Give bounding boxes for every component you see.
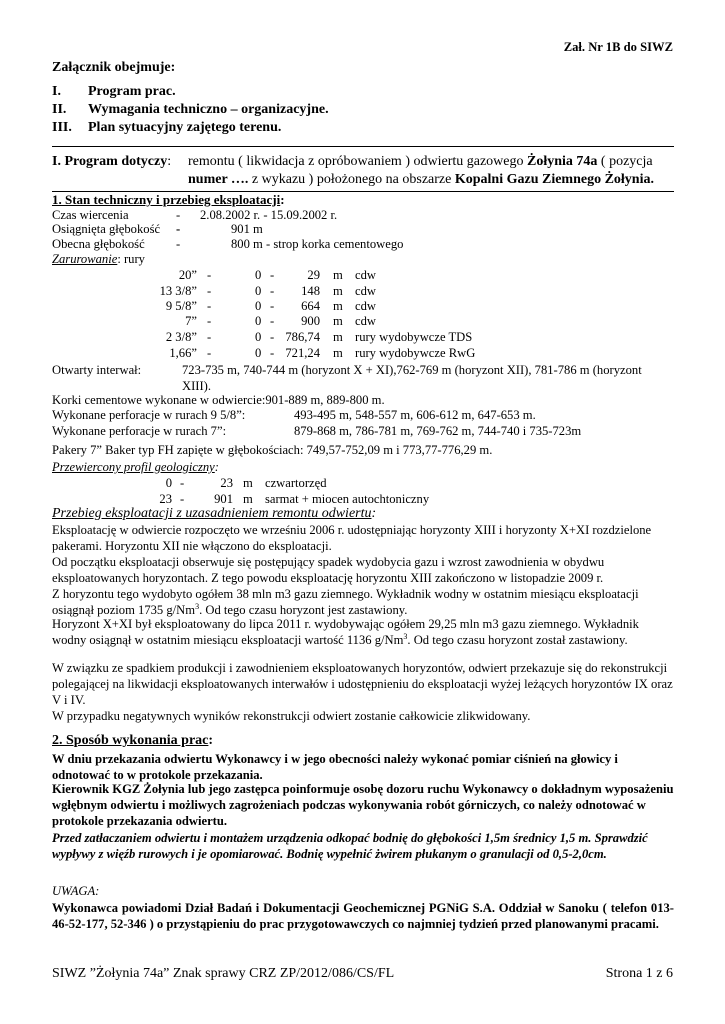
attachment-reference: Zał. Nr 1B do SIWZ	[563, 40, 673, 54]
casing-from: 0	[255, 346, 262, 360]
profile-desc: sarmat + miocen autochtoniczny	[265, 492, 430, 506]
casing-heading	[52, 252, 145, 267]
drilling-time-label: Czas wiercenia	[52, 208, 129, 222]
current-depth-value: 800 m - strop korka cementowego	[231, 237, 404, 251]
superscript: 3	[403, 631, 408, 641]
position-number: numer ….	[188, 172, 249, 187]
top-divider	[52, 146, 674, 147]
contents-item-number: III.	[52, 120, 72, 135]
heading-colon: :	[280, 192, 285, 207]
casing-unit: m	[333, 268, 343, 282]
casing-dash: -	[270, 299, 275, 313]
history-text: Horyzont X+XI był eksploatowany do lipca 2011 r. wydobywając ogółem 29,25 mln m3 gazu ziemnego. Wykładnik wodny osiągnął w ostatnim miesiącu eksploatacji wartość 1136 g/Nm	[52, 617, 639, 647]
casing-to: 29	[307, 268, 320, 282]
history-text: . Od tego czasu horyzont jest zastawiony.	[199, 603, 408, 617]
drilling-time-value: 2.08.2002 r. - 15.09.2002 r.	[200, 208, 338, 222]
profile-dash: -	[180, 492, 185, 506]
geological-profile-heading	[52, 460, 219, 475]
procedure-paragraph: Kierownik KGZ Żołynia lub jego zastępca poinformuje osobę dozoru ruchu Wykonawcy o dokładnym wyposażeniu wgłębnym odwiertu i możliwych zagrożeniach podczas wykonywania robót górniczych, co należy odnotować w protokole przekazania odwiertu.	[52, 782, 674, 828]
profile-from: 23	[159, 492, 172, 506]
contents-item-label: Wymagania techniczno – organizacyjne.	[88, 102, 329, 117]
gas-field-name: Kopalni Gazu Ziemnego Żołynia.	[454, 172, 654, 187]
casing-desc: cdw	[355, 299, 376, 313]
geological-profile-colon: :	[214, 460, 219, 474]
warning-paragraph: Wykonawca powiadomi Dział Badań i Dokumentacji Geochemicznej PGNiG S.A. Oddział w Sanoku ( telefon 013-46-52-177, 52-346 ) o przystąpieniu do prac przygotowawczych co najmniej tydzień przed planowanymi pracami.	[52, 901, 674, 931]
casing-dash: -	[270, 268, 275, 282]
program-text: remontu ( likwidacja z opróbowaniem ) odwiertu gazowego	[188, 154, 528, 169]
casing-to: 721,24	[285, 346, 320, 360]
casing-size: 7”	[185, 314, 197, 328]
casing-desc: rury wydobywcze RwG	[355, 346, 476, 360]
casing-dash: -	[270, 314, 275, 328]
open-interval-value: 723-735 m, 740-744 m (horyzont X + XI),762-769 m (horyzont XII), 781-786 m (horyzont	[182, 363, 642, 377]
section2-heading-text: 2. Sposób wykonania prac	[52, 733, 209, 748]
current-depth-dash: -	[176, 237, 181, 251]
perforations-958-value: 493-495 m, 548-557 m, 606-612 m, 647-653 m.	[294, 408, 536, 422]
history-paragraph	[52, 586, 674, 618]
history-text: . Od tego czasu horyzont został zastawiony.	[407, 633, 628, 647]
casing-to: 148	[301, 284, 320, 298]
well-name: Żołynia 74a	[527, 154, 598, 169]
casing-from: 0	[255, 330, 262, 344]
history-paragraph: Od początku eksploatacji obserwuje się postępujący spadek wydobycia gazu i wzrost zawodnienia w obydwu eksploatowanych horyzontach. Z tego powodu eksploatację horyzontu XIII zakończono w listopadzie 2009 r.	[52, 555, 605, 585]
casing-size: 2 3/8”	[165, 330, 197, 344]
casing-dash: -	[207, 268, 212, 282]
contents-item-label: Program prac.	[88, 84, 176, 99]
casing-desc: cdw	[355, 268, 376, 282]
geological-profile-label: Przewiercony profil geologiczny	[52, 460, 215, 474]
casing-unit: m	[333, 330, 343, 344]
superscript: 3	[195, 601, 200, 611]
depth-reached-dash: -	[176, 222, 181, 236]
casing-dash: -	[270, 284, 275, 298]
page-number: Strona 1 z 6	[605, 966, 673, 981]
section2-heading	[52, 733, 213, 749]
history-paragraph: W przypadku negatywnych wyników rekonstrukcji odwiert zostanie całkowicie zlikwidowany.	[52, 709, 531, 723]
history-paragraph	[52, 616, 674, 648]
casing-dash: -	[207, 330, 212, 344]
casing-from: 0	[255, 268, 262, 282]
cement-plugs: Korki cementowe wykonane w odwiercie:901-889 m, 889-800 m.	[52, 393, 385, 407]
exploitation-history-colon: :	[371, 506, 377, 521]
casing-size: 13 3/8”	[159, 284, 197, 298]
contents-item-number: II.	[52, 102, 67, 117]
casing-from: 0	[255, 299, 262, 313]
profile-from: 0	[165, 476, 172, 490]
profile-unit: m	[243, 476, 253, 490]
casing-dash: -	[270, 346, 275, 360]
contents-item-number: I.	[52, 84, 61, 99]
casing-dash: -	[270, 330, 275, 344]
profile-dash: -	[180, 476, 185, 490]
casing-dash: -	[207, 314, 212, 328]
casing-size: 1,66”	[169, 346, 197, 360]
current-depth-label: Obecna głębokość	[52, 237, 145, 251]
open-interval-label: Otwarty interwał:	[52, 363, 142, 377]
history-paragraph: Eksploatację w odwiercie rozpoczęto we wrześniu 2006 r. udostępniając horyzonty XIII i horyzonty X+XI rozdzielone pakerami. Horyzontu XII nie włączono do eksploatacji.	[52, 523, 652, 553]
casing-to: 664	[301, 299, 320, 313]
history-text: Z horyzontu tego wydobyto ogółem 38 mln m3 gazu ziemnego. Wykładnik wodny w ostatnim miesiącu eksploatacji osiągnął poziom 1735 g/Nm	[52, 587, 639, 617]
packers: Pakery 7” Baker typ FH zapięte w głębokościach: 749,57-752,09 m i 773,77-776,29 m.	[52, 443, 493, 457]
casing-from: 0	[255, 284, 262, 298]
section1-heading-text: 1. Stan techniczny i przebieg eksploatacji	[52, 192, 281, 207]
exploitation-history-label: Przebieg eksploatacji z uzasadnieniem remontu odwiertu	[52, 506, 372, 521]
casing-from: 0	[255, 314, 262, 328]
program-statement	[52, 154, 171, 170]
casing-label: Zarurowanie	[52, 252, 118, 266]
casing-unit: m	[333, 299, 343, 313]
program-line-1	[188, 154, 653, 170]
casing-desc: cdw	[355, 284, 376, 298]
casing-dash: -	[207, 346, 212, 360]
procedure-paragraph: Przed zatłaczaniem odwiertu i montażem urządzenia odkopać bodnię do głębokości 1,5m średnicy 1,5 m. Sprawdzić wypływy z więźb rurowych i je opomiarować. Bodnię wypełnić żwirem płukanym o granulacji od 0,5-2,0cm.	[52, 831, 648, 861]
profile-unit: m	[243, 492, 253, 506]
program-text: ( pozycja	[597, 154, 653, 169]
profile-to: 901	[214, 492, 233, 506]
profile-to: 23	[220, 476, 233, 490]
history-paragraph: W związku ze spadkiem produkcji i zawodnieniem eksploatowanych horyzontów, odwiert przekazuje się do rekonstrukcji polegającej na likwidacji eksploatowanych interwałów i udostępnieniu do eksploatacji wyżej leżących horyzontów IX oraz V i IV.	[52, 661, 673, 707]
depth-reached-label: Osiągnięta głębokość	[52, 222, 161, 236]
casing-dash: -	[207, 284, 212, 298]
section1-heading	[52, 192, 285, 208]
contents-item-label: Plan sytuacyjny zajętego terenu.	[88, 120, 282, 135]
casing-unit: m	[333, 346, 343, 360]
casing-to: 786,74	[285, 330, 320, 344]
perforations-7-value: 879-868 m, 786-781 m, 769-762 m, 744-740 i 735-723m	[294, 424, 582, 438]
program-line-2	[188, 172, 654, 188]
casing-dash: -	[207, 299, 212, 313]
program-colon: :	[167, 154, 172, 169]
casing-size: 9 5/8”	[165, 299, 197, 313]
casing-to: 900	[301, 314, 320, 328]
profile-desc: czwartorzęd	[265, 476, 327, 490]
contents-title: Załącznik obejmuje:	[52, 60, 176, 75]
exploitation-history-heading	[52, 506, 376, 522]
casing-size: 20”	[178, 268, 197, 282]
footer-case-reference: SIWZ ”Żołynia 74a” Znak sprawy CRZ ZP/2012/086/CS/FL	[52, 966, 395, 981]
perforations-7-label: Wykonane perforacje w rurach 7”:	[52, 424, 227, 438]
casing-unit: m	[333, 284, 343, 298]
open-interval-value-cont: XIII).	[182, 379, 212, 393]
casing-desc: cdw	[355, 314, 376, 328]
casing-suffix: : rury	[117, 252, 145, 266]
warning-label: UWAGA:	[52, 884, 100, 898]
casing-unit: m	[333, 314, 343, 328]
procedure-paragraph: W dniu przekazania odwiertu Wykonawcy i w jego obecności należy wykonać pomiar ciśnień na głowicy i odnotować to w protokole przekazania.	[52, 752, 618, 782]
program-label: I. Program dotyczy	[52, 154, 168, 169]
heading-colon: :	[208, 733, 214, 748]
perforations-958-label: Wykonane perforacje w rurach 9 5/8”:	[52, 408, 246, 422]
casing-desc: rury wydobywcze TDS	[355, 330, 473, 344]
depth-reached-value: 901 m	[231, 222, 263, 236]
drilling-time-dash: -	[176, 208, 181, 222]
program-text: z wykazu ) położonego na obszarze	[248, 172, 455, 187]
